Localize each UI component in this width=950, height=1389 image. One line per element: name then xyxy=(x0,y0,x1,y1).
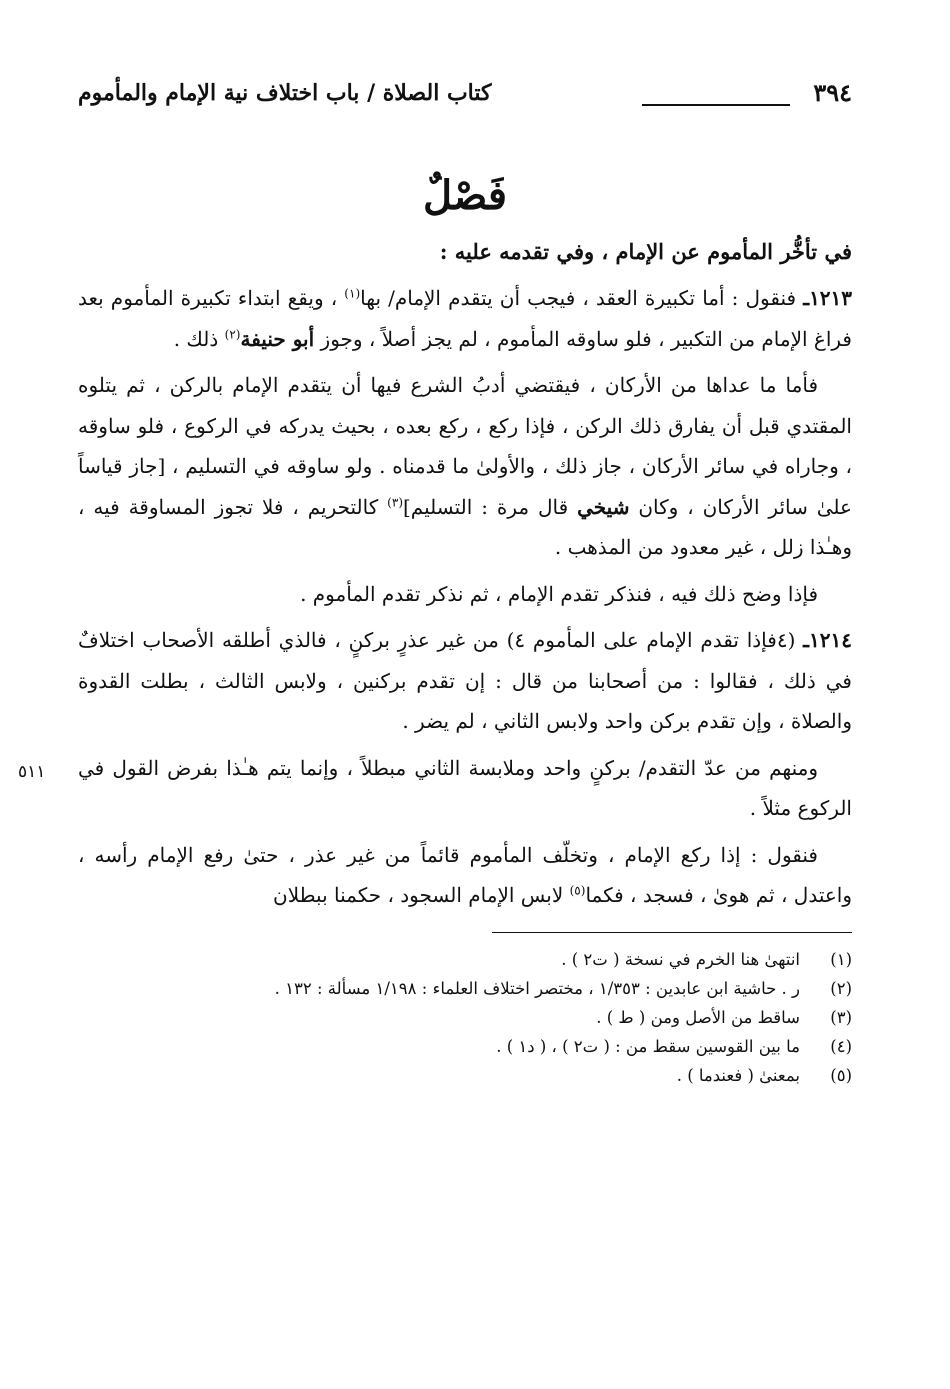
running-header xyxy=(78,78,852,118)
footnotes xyxy=(78,945,852,1090)
footnote-item xyxy=(78,1003,852,1032)
section-ornament: فَصْلٌ xyxy=(422,172,508,219)
paragraph-text: فنقول : أما تكبيرة العقد ، فيجب أن يتقدم الإمام/ بها xyxy=(360,286,797,310)
paragraph-text: فنقول : إذا ركع الإمام ، وتخلّف المأموم قائماً من غير عذر ، حتىٰ رفع الإمام رأسه ، واعتدل ، ثم هوىٰ ، فسجد ، فكما xyxy=(78,842,852,907)
footnote-number: (٣) xyxy=(830,1007,852,1027)
footnote-separator xyxy=(492,932,852,933)
footnote-number: (٤) xyxy=(830,1036,852,1056)
footnote-text: انتهىٰ هنا الخرم في نسخة ( ت٢ ) . xyxy=(561,949,800,969)
section-heading: في تأخُّر المأموم عن الإمام ، وفي تقدمه عليه : xyxy=(439,239,852,264)
paragraph-transition xyxy=(78,574,852,615)
footnote-ref[interactable]: (١) xyxy=(344,286,361,301)
paragraph-1214 xyxy=(78,620,852,742)
footnote-ref[interactable]: (٢) xyxy=(224,326,241,341)
paragraph-text: ذلك . xyxy=(173,326,219,351)
footnote-text: بمعنىٰ ( فعندما ) . xyxy=(676,1065,800,1085)
paragraph-arkan xyxy=(78,365,852,568)
footnote-number: (٥) xyxy=(830,1065,852,1085)
footnote-text: ساقط من الأصل ومن ( ط ) . xyxy=(596,1007,800,1027)
footnote-text: ما بين القوسين سقط من : ( ت٢ ) ، ( د١ ) . xyxy=(496,1036,800,1056)
issue-number: ١٢١٤ـ xyxy=(803,628,852,652)
footnote-item xyxy=(78,1061,852,1090)
paragraph-text: ومنهم من عدّ التقدم/ بركنٍ واحد وملابسة الثاني مبطلاً ، وإنما يتم هـٰذا بفرض القول في الركوع مثلاً . xyxy=(78,755,852,820)
header-rule xyxy=(642,104,790,106)
book-page xyxy=(18,78,853,1318)
paragraph-text: ، ويقع ابتداء تكبيرة المأموم بعد فراغ الإمام من التكبير ، فلو ساوقه المأموم ، لم يجز أصلاً ، وجوز xyxy=(78,286,852,351)
paragraph-text: كالتحريم ، فلا تجوز المساوقة فيه ، وهـٰذا زلل ، غير معدود من المذهب . xyxy=(78,494,852,559)
footnote-ref[interactable]: (٥) xyxy=(569,883,586,898)
paragraph-text: (٤فإذا تقدم الإمام على المأموم ٤) من غير عذرٍ بركنٍ ، فالذي أطلقه الأصحاب اختلافٌ في ذلك ، فقالوا : من أصحابنا من قال : إن تقدم بركنين ، ولابس الثالث ، بطلت القدوة والصلاة ، وإن تقدم بركن واحد ولابس الثاني ، لم يضر . xyxy=(78,628,852,733)
manuscript-folio-ref: ٥١١ xyxy=(18,761,46,782)
footnote-number: (٢) xyxy=(830,978,852,998)
scholar-name: أبو حنيفة xyxy=(240,326,315,351)
footnote-number: (١) xyxy=(830,949,852,969)
paragraph-1213 xyxy=(78,278,852,359)
scholar-name: شيخي xyxy=(577,494,630,519)
page-number: ٣٩٤ xyxy=(813,78,852,107)
paragraph-text: لابس الإمام السجود ، حكمنا ببطلان xyxy=(273,883,564,907)
paragraph-text: قال مرة : التسليم] xyxy=(403,494,569,519)
footnote-item xyxy=(78,945,852,974)
running-title: كتاب الصلاة / باب اختلاف نية الإمام والمأموم xyxy=(78,80,492,106)
footnote-item xyxy=(78,1032,852,1061)
paragraph-text: فإذا وضح ذلك فيه ، فنذكر تقدم الإمام ، ثم نذكر تقدم المأموم . xyxy=(300,581,818,606)
paragraph-text: فأما ما عداها من الأركان ، فيقتضي أدبُ الشرع فيها أن يتقدم الإمام بالركن ، ثم يتلوه المقتدي قبل أن يفارق ذلك الركن ، فإذا ركع ، ركع بعده ، بحيث يدركه في الركوع ، فلو ساوقه ، وجاراه في سائر الأركان ، جاز ذلك ، والأولىٰ ما قدمناه . ولو ساوقه في التسليم ، [جاز قياساً علىٰ سائر الأركان ، وكان xyxy=(78,373,852,519)
paragraph-other-view xyxy=(18,748,852,829)
footnote-text: ر . حاشية ابن عابدين : ١/٣٥٣ ، مختصر اختلاف العلماء : ١/١٩٨ مسألة : ١٣٢ . xyxy=(274,978,800,998)
footnote-ref[interactable]: (٣) xyxy=(387,494,403,509)
issue-number: ١٢١٣ـ xyxy=(803,286,853,310)
paragraph-ruku-example xyxy=(78,835,852,916)
footnote-item xyxy=(78,974,852,1003)
